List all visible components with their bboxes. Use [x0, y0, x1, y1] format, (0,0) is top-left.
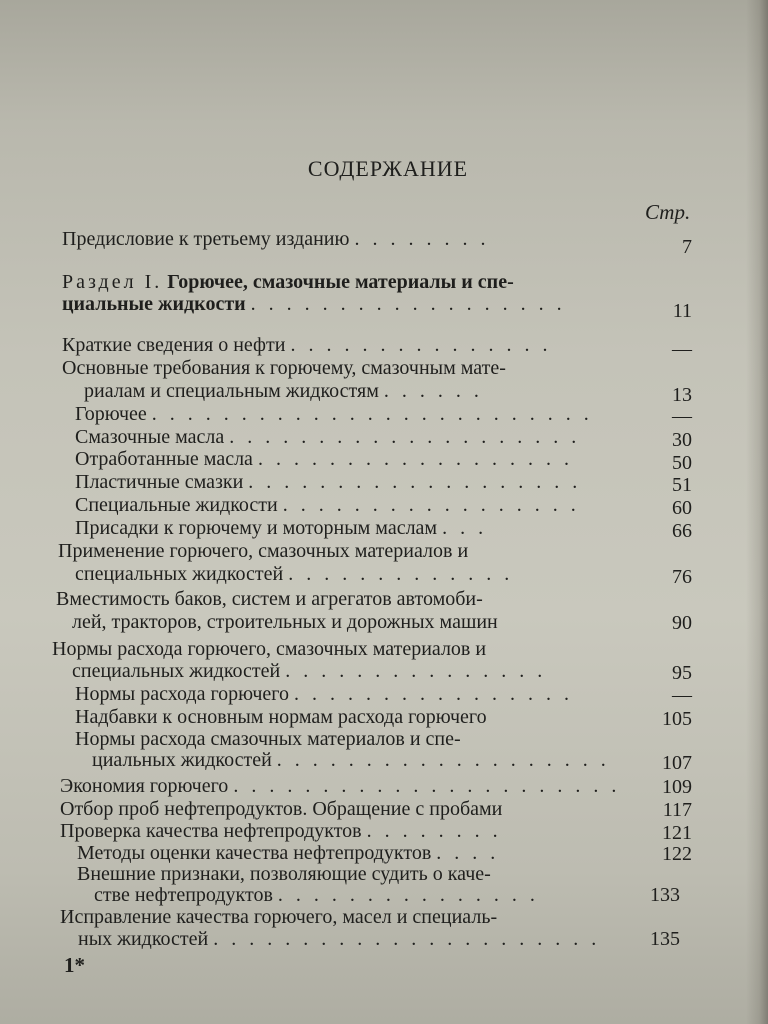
toc-entry-text: Надбавки к основным нормам расхода горючего: [75, 706, 487, 728]
toc-entry-continuation: [84, 380, 483, 402]
toc-page-number: 95: [672, 662, 692, 684]
toc-entry-text: Нормы расхода смазочных материалов и спе-: [75, 728, 461, 750]
page-title: СОДЕРЖАНИЕ: [307, 156, 469, 181]
toc-entry-sub: [75, 426, 580, 448]
toc-entry-text: циальные жидкости: [62, 293, 246, 315]
toc-leader-dots: . . . . . . . . . . . . . . . . . .: [257, 448, 573, 470]
toc-entry: [62, 357, 506, 379]
toc-page-number: —: [672, 405, 692, 427]
toc-entry-text: Проверка качества нефтепродуктов: [60, 820, 362, 842]
toc-leader-dots: . . . . . . . . . . . . . . . . . . . . . .: [233, 775, 621, 797]
toc-page-number: 135: [650, 928, 680, 950]
toc-page-number: —: [672, 684, 692, 706]
toc-page-number: 122: [662, 843, 692, 865]
toc-entry-text: лей, тракторов, строительных и дорожных машин: [72, 611, 498, 633]
toc-entry-sub: [75, 517, 487, 539]
toc-entry-preface: [62, 228, 489, 250]
toc-leader-dots: . . . . . . . . . . . . . . .: [285, 660, 547, 682]
toc-page-number: —: [672, 338, 692, 360]
toc-entry-continuation: [92, 749, 610, 771]
toc-entry: [60, 906, 497, 928]
toc-page-number: 11: [672, 300, 692, 322]
toc-leader-dots: . . . . . . . . . . . . . . . . . . .: [276, 749, 610, 771]
toc-entry-text: Присадки к горючему и моторным маслам: [75, 517, 438, 539]
toc-entry-sub: [77, 863, 491, 885]
toc-entry-continuation: [94, 884, 539, 906]
toc-entry-sub: [75, 494, 580, 516]
toc-leader-dots: . . . .: [436, 842, 500, 864]
toc-entry-text: Отбор проб нефтепродуктов. Обращение с пробами: [60, 798, 503, 820]
toc-page-number: 109: [662, 776, 692, 798]
toc-entry-text: Краткие сведения о нефти: [62, 334, 286, 356]
toc-page-number: 107: [662, 752, 692, 774]
toc-leader-dots: . . . . . . . . . . . . . . . . . . .: [248, 471, 582, 493]
toc-page-number: 51: [672, 474, 692, 496]
toc-entry: [56, 588, 483, 610]
toc-leader-dots: . . . . . . . . . . . . . . . . . . . .: [229, 426, 581, 448]
signature-mark: 1*: [64, 953, 85, 977]
toc-entry-sub: [75, 683, 573, 705]
toc-entry-sub: [75, 728, 461, 750]
toc-entry-text: Методы оценки качества нефтепродуктов: [77, 842, 432, 864]
toc-entry-text: Смазочные масла: [75, 426, 225, 448]
section-label: Раздел I.: [62, 271, 163, 293]
toc-entry-continuation: [75, 563, 513, 585]
toc-entry-text: Предисловие к третьему изданию: [62, 228, 350, 250]
toc-page-number: 30: [672, 429, 692, 451]
toc-entry: [60, 798, 502, 820]
toc-entry-text: стве нефтепродуктов: [94, 884, 273, 906]
toc-page-number: 121: [662, 822, 692, 844]
toc-entry-text: Нормы расхода горючего: [75, 683, 289, 705]
toc-leader-dots: . . . . . . . .: [354, 228, 490, 250]
toc-page-number: 60: [672, 497, 692, 519]
toc-leader-dots: . . .: [442, 517, 488, 539]
toc-page-number: 13: [672, 384, 692, 406]
toc-entry: [58, 540, 468, 562]
toc-entry-text: Вместимость баков, систем и агрегатов автомоби-: [56, 588, 483, 610]
toc-leader-dots: . . . . . . . . . . . . .: [288, 563, 514, 585]
toc-leader-dots: . . . . . . . . . . . . . . . . . . . . . . . . .: [151, 403, 593, 425]
toc-entry-text: циальных жидкостей: [92, 749, 272, 771]
toc-entry: [62, 334, 551, 356]
toc-leader-dots: . . . . . . . . . . . . . . .: [290, 334, 552, 356]
toc-entry: [52, 638, 486, 660]
page-edge-shadow: [746, 0, 768, 1024]
toc-page-number: 66: [672, 520, 692, 542]
toc-entry-text: Горючее: [75, 403, 147, 425]
toc-entry-text: Исправление качества горючего, масел и специаль-: [60, 906, 498, 928]
toc-entry-text: риалам и специальным жидкостям: [84, 380, 379, 402]
toc-entry-sub: [75, 403, 593, 425]
toc-page-number: 50: [672, 452, 692, 474]
toc-entry-sub: [77, 842, 499, 864]
toc-leader-dots: . . . . . .: [383, 380, 483, 402]
toc-entry-text: специальных жидкостей: [75, 563, 284, 585]
toc-entry-text: Специальные жидкости: [75, 494, 278, 516]
toc-page-number: 133: [650, 884, 680, 906]
toc-entry-text: Применение горючего, смазочных материалов и: [58, 540, 469, 562]
toc-entry-text: Нормы расхода горючего, смазочных материалов и: [52, 638, 487, 660]
toc-entry-sub: [75, 448, 573, 470]
toc-entry-text: Экономия горючего: [60, 775, 229, 797]
toc-entry-text: ных жидкостей: [78, 928, 209, 950]
toc-leader-dots: . . . . . . . . . . . . . . .: [277, 884, 539, 906]
toc-entry-continuation: [72, 611, 498, 633]
toc-entry-section-1: [62, 271, 514, 293]
toc-page-number: 117: [662, 799, 692, 821]
toc-leader-dots: . . . . . . . . . . . . . . . .: [293, 683, 573, 705]
toc-leader-dots: . . . . . . . . . . . . . . . . .: [282, 494, 580, 516]
toc-page-number: 90: [672, 612, 692, 634]
toc-entry-continuation: [72, 660, 546, 682]
toc-entry-text: Отработанные масла: [75, 448, 253, 470]
toc-leader-dots: . . . . . . . . . . . . . . . . . . . . . .: [213, 928, 601, 950]
toc-page-number: 7: [682, 236, 692, 258]
page-column-label: Стр.: [645, 200, 691, 224]
toc-entry: [60, 775, 620, 797]
toc-page-number: 76: [672, 566, 692, 588]
toc-entry-sub: [75, 471, 581, 493]
toc-leader-dots: . . . . . . . .: [366, 820, 502, 842]
toc-entry-text: специальных жидкостей: [72, 660, 281, 682]
toc-entry-text: Внешние признаки, позволяющие судить о каче-: [77, 863, 491, 885]
toc-entry-continuation: [78, 928, 600, 950]
toc-entry-text: Основные требования к горючему, смазочным мате-: [62, 357, 506, 379]
toc-leader-dots: . . . . . . . . . . . . . . . . . .: [250, 293, 566, 315]
toc-entry-text: Горючее, смазочные материалы и спе-: [167, 271, 514, 293]
toc-entry-continuation: [62, 293, 566, 315]
toc-entry: [60, 820, 502, 842]
toc-entry-text: Пластичные смазки: [75, 471, 244, 493]
toc-entry-sub: [75, 706, 487, 728]
toc-page-number: 105: [662, 708, 692, 730]
